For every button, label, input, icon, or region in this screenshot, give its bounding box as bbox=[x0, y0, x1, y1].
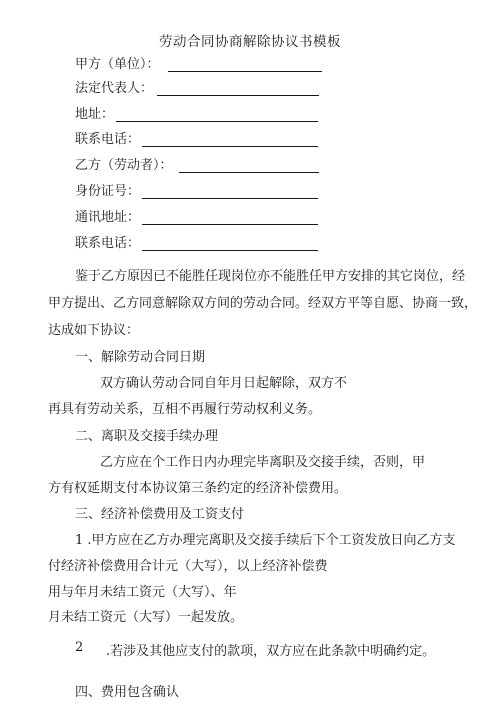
blank-line bbox=[116, 107, 318, 122]
field-mailing-address bbox=[75, 207, 318, 225]
field-id-number bbox=[75, 181, 318, 199]
field-label: 通讯地址： bbox=[75, 210, 141, 225]
intro-line: 达成如下协议： bbox=[48, 323, 140, 338]
field-label: 联系电话： bbox=[75, 236, 141, 251]
section-heading: 一、解除劳动合同日期 bbox=[75, 350, 206, 365]
document-title: 劳动合同协商解除协议书模板 bbox=[159, 34, 341, 50]
field-label: 乙方（劳动者）： bbox=[75, 158, 173, 173]
body-line: 月未结工资元（大写）一起发放。 bbox=[48, 610, 244, 625]
body-line: 用与年月未结工资元（大写）、年 bbox=[48, 585, 237, 600]
body-line: 付经济补偿费用合计元（大写），以上经济补偿费 bbox=[48, 559, 328, 574]
field-party-b-phone bbox=[75, 233, 318, 251]
body-line: 双方确认劳动合同自年月日起解除，双方不 bbox=[100, 376, 348, 391]
intro-line: 甲方提出、乙方同意解除双方间的劳动合同。经双方平等自愿、协商一致， bbox=[48, 296, 478, 311]
blank-line bbox=[157, 81, 319, 96]
blank-line bbox=[168, 57, 322, 72]
item-number: 2 bbox=[75, 640, 84, 655]
blank-line bbox=[179, 158, 319, 173]
field-label: 联系电话： bbox=[75, 132, 141, 147]
field-label: 身份证号： bbox=[75, 184, 141, 199]
section-heading: 四、费用包含确认 bbox=[75, 685, 180, 700]
field-label: 法定代表人： bbox=[75, 81, 154, 96]
blank-line bbox=[142, 132, 318, 147]
body-line: .若涉及其他应支付的款项，双方应在此条款中明确约定。 bbox=[106, 644, 436, 659]
body-line: 乙方应在个工作日内办理完毕离职及交接手续，否则，甲 bbox=[100, 455, 426, 470]
body-line: 方有权延期支付本协议第三条约定的经济补偿费用。 bbox=[48, 481, 348, 496]
body-line: 1 .甲方应在乙方办理完离职及交接手续后下个工资发放日向乙方支 bbox=[75, 533, 456, 548]
blank-line bbox=[142, 210, 318, 225]
field-party-a-unit bbox=[75, 54, 322, 72]
body-line: 再具有劳动关系，互相不再履行劳动权利义务。 bbox=[48, 402, 322, 417]
blank-line bbox=[142, 184, 318, 199]
blank-line bbox=[142, 236, 318, 251]
field-party-a-phone bbox=[75, 129, 318, 147]
field-address bbox=[75, 104, 318, 122]
section-heading: 三、经济补偿费用及工资支付 bbox=[75, 507, 245, 522]
intro-line: 鉴于乙方原因已不能胜任现岗位亦不能胜任甲方安排的其它岗位，经 bbox=[75, 269, 466, 284]
section-heading: 二、离职及交接手续办理 bbox=[75, 429, 219, 444]
field-party-b-worker bbox=[75, 155, 319, 173]
field-label: 地址： bbox=[75, 107, 115, 122]
field-label: 甲方（单位）： bbox=[75, 57, 160, 72]
field-legal-representative bbox=[75, 78, 319, 96]
